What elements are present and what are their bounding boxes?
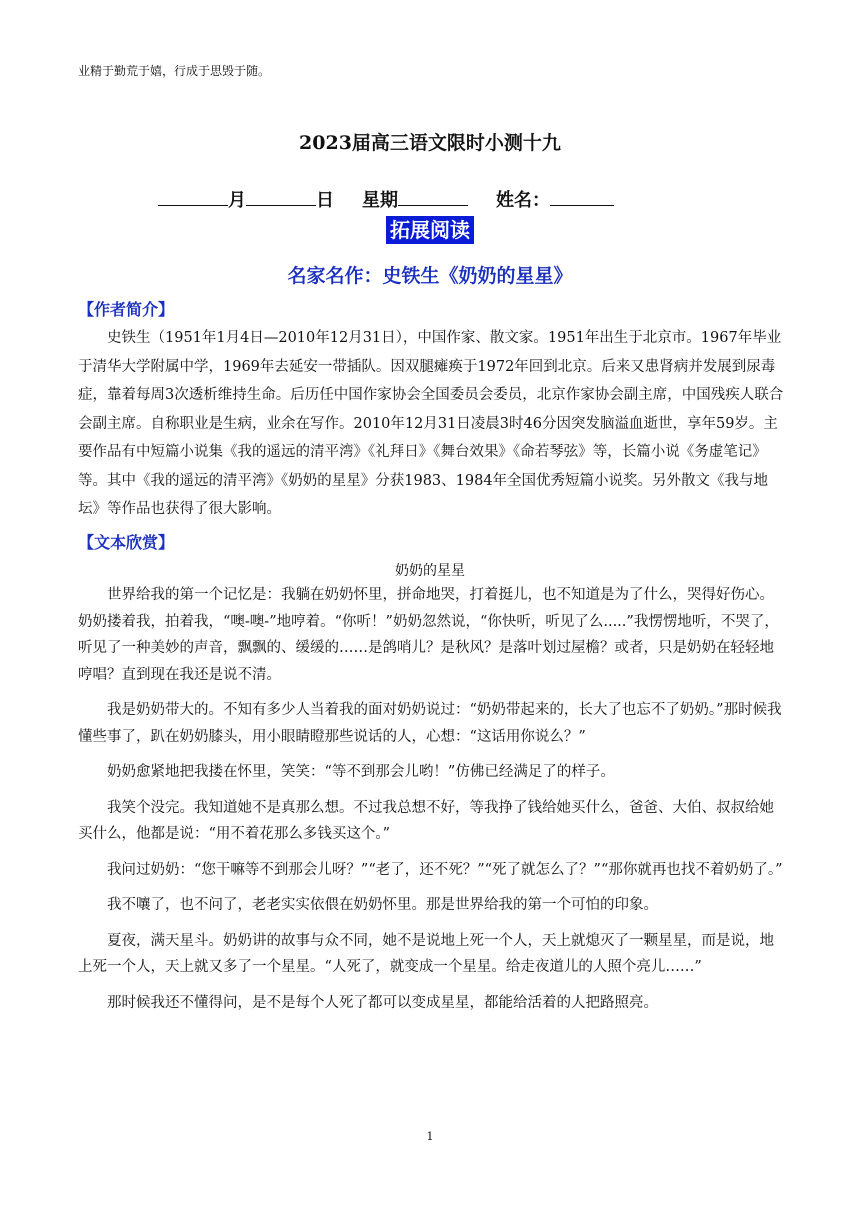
essay-paragraph: 我问过奶奶：“您干嘛等不到那会儿呀？”“老了，还不死？”“死了就怎么了？”“那你就再也找不着奶奶了。” — [107, 861, 783, 878]
name-label: 姓名： — [496, 190, 550, 211]
essay-paragraph: 我不嚷了，也不问了，老老实实依偎在奶奶怀里。那是世界给我的第一个可怕的印象。 — [107, 897, 658, 913]
day-label: 日 — [316, 190, 334, 211]
month-label: 月 — [228, 190, 246, 211]
author-bio — [78, 324, 784, 524]
text-section-label: 【文本欣赏】 — [78, 533, 175, 552]
essay-paragraph: 夏夜，满天星斗。奶奶讲的故事与众不同，她不是说地上死一个人，天上就熄灭了一颗星星，而是说，地上死一个人，天上就又多了一个星星。“人死了，就变成一个星星。给走夜道儿的人照个亮儿……” — [78, 932, 774, 975]
essay-paragraph: 世界给我的第一个记忆是：我躺在奶奶怀里，拼命地哭，打着挺儿，也不知道是为了什么，哭得好伤心。奶奶搂着我，拍着我，“噢-噢-”地哼着。“你听！”奶奶忽然说，“你快听，听见了么.....”我愣愣地听，不哭了，听见了一种美妙的声音，飘飘的、缓缓的……是鸽哨儿？是秋风？是落叶划过屋檐？或者，只是奶奶在轻轻地哼唱？直到现在我还是说不清。 — [78, 587, 779, 683]
work-title: 名家名作：史铁生《奶奶的星星》 — [287, 265, 573, 287]
author-section-label: 【作者简介】 — [78, 300, 175, 319]
header-motto: 业精于勤荒于嬉，行成于思毁于随。 — [78, 64, 271, 78]
day-blank[interactable] — [246, 191, 316, 206]
essay-title: 奶奶的星星 — [395, 563, 465, 579]
author-bio-paragraph: 史铁生（1951年1月4日—2010年12月31日），中国作家、散文家。1951年出生于北京市。1967年毕业于清华大学附属中学，1969年去延安一带插队。因双腿瘫痪于1972年回到北京。后来又患肾病并发展到尿毒症，靠着每周3次透析维持生命。后历任中国作家协会全国委员会委员，北京作家协会副主席，中国残疾人联合会副主席。自称职业是生病，业余在写作。2010年12月31日凌晨3时46分因突发脑溢血逝世，享年59岁。主要作品有中短篇小说集《我的遥远的清平湾》《礼拜日》《舞台效果》《命若琴弦》等，长篇小说《务虚笔记》等。其中《我的遥远的清平湾》《奶奶的星星》分获1983、1984年全国优秀短篇小说奖。另外散文《我与地坛》等作品也获得了很大影响。 — [78, 330, 784, 517]
weekday-label: 星期 — [362, 190, 398, 211]
essay-body — [78, 582, 784, 1025]
page-title: 2023届高三语文限时小测十九 — [299, 132, 561, 154]
name-blank[interactable] — [550, 191, 614, 206]
essay-paragraph: 那时候我还不懂得问，是不是每个人死了都可以变成星星，都能给活着的人把路照亮。 — [107, 994, 658, 1011]
essay-paragraph: 奶奶愈紧地把我搂在怀里，笑笑：“等不到那会儿哟！”仿佛已经满足了的样子。 — [107, 764, 615, 780]
section-banner: 拓展阅读 — [386, 216, 474, 244]
essay-paragraph: 我笑个没完。我知道她不是真那么想。不过我总想不好，等我挣了钱给她买什么，爸爸、大伯、叔叔给她买什么，他都是说：“用不着花那么多钱买这个。” — [78, 799, 774, 842]
month-blank[interactable] — [158, 191, 228, 206]
info-line — [158, 186, 614, 212]
essay-paragraph: 我是奶奶带大的。不知有多少人当着我的面对奶奶说过：“奶奶带起来的，长大了也忘不了奶奶。”那时候我懂些事了，趴在奶奶膝头，用小眼睛瞪那些说话的人，心想：“这话用你说么？” — [78, 702, 782, 745]
weekday-blank[interactable] — [398, 191, 468, 206]
page-number: 1 — [426, 1130, 434, 1143]
